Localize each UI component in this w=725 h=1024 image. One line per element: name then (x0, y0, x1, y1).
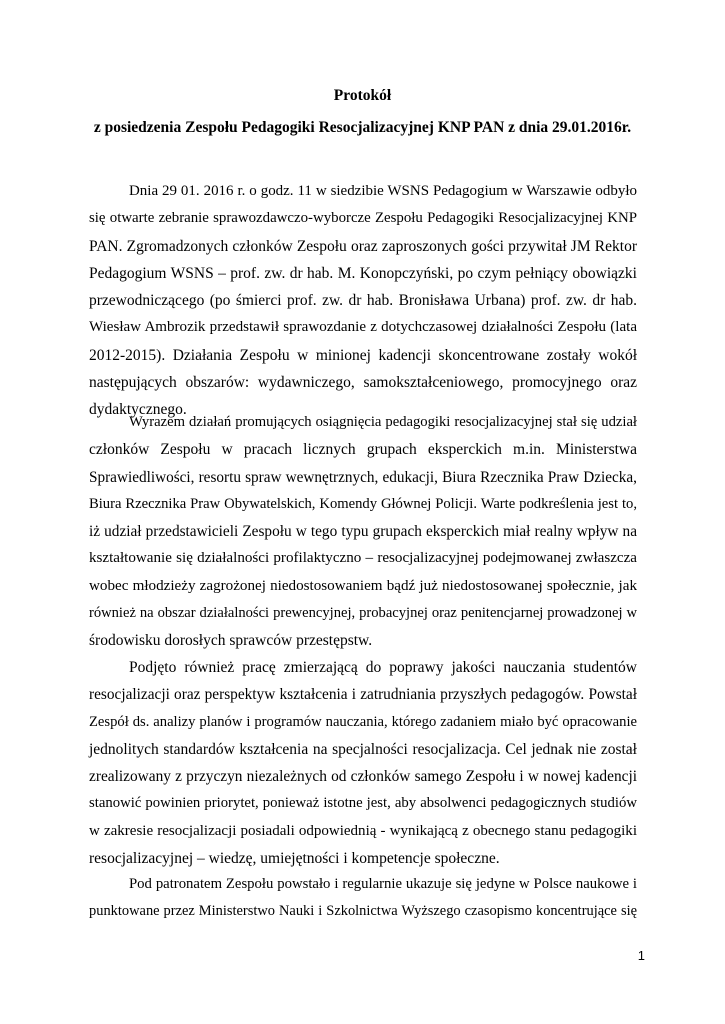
paragraph-2 (0, 409, 725, 655)
paragraph-line: członków Zespołu w pracach licznych grupach eksperckich m.in. Ministerstwa (89, 441, 637, 459)
page-number: 1 (637, 948, 645, 963)
paragraph-line: Pod patronatem Zespołu powstało i regularnie ukazuje się jedyne w Polsce naukowe i (129, 876, 637, 892)
paragraph-line: jednolitych standardów kształcenia na specjalności resocjalizacja. Cel jednak nie został (89, 740, 637, 758)
paragraph-line: wobec młodzieży zagrożonej niedostosowaniem bądź już niedostosowanej społecznie, jak (89, 577, 637, 594)
paragraph-line: stanowić powinien priorytet, ponieważ istotne jest, aby absolwenci pedagogicznych studiów (89, 795, 637, 812)
paragraph-3 (0, 654, 725, 872)
document-title: Protokół (333, 87, 392, 104)
paragraph-line: resocjalizacji oraz perspektyw kształcenia i zatrudniania przyszłych pedagogów. Powstał (89, 686, 637, 704)
paragraph-line: również na obszar działalności prewencyjnej, probacyjnej oraz penitencjarnej prowadzonej w (89, 605, 637, 622)
paragraph-line: punktowane przez Ministerstwo Nauki i Szkolnictwa Wyższego czasopismo koncentrujące się (89, 903, 637, 920)
paragraph-line: następujących obszarów: wydawniczego, samokształceniowego, promocyjnego oraz (89, 374, 637, 392)
paragraph-line: dydaktycznego. (89, 401, 187, 419)
paragraph-line: Biura Rzecznika Praw Obywatelskich, Komendy Głównej Policji. Warte podkreślenia jest to, (89, 495, 637, 512)
paragraph-line: się otwarte zebranie sprawozdawczo-wyborcze Zespołu Pedagogiki Resocjalizacyjnej KNP (89, 210, 637, 227)
document-subtitle: z posiedzenia Zespołu Pedagogiki Resocjalizacyjnej KNP PAN z dnia 29.01.2016r. (93, 119, 632, 136)
paragraph-line: kształtowanie się działalności profilaktyczno – resocjalizacyjnej podejmowanej zwłaszcza (89, 550, 637, 567)
paragraph-line: zrealizowany z przyczyn niezależnych od członków samego Zespołu i w nowej kadencji (89, 768, 637, 786)
paragraph-line: Pedagogium WSNS – prof. zw. dr hab. M. Konopczyński, po czym pełniący obowiązki (89, 264, 637, 282)
paragraph-line: przewodniczącego (po śmierci prof. zw. dr hab. Bronisława Urbana) prof. zw. dr hab. (89, 292, 637, 310)
paragraph-line: Sprawiedliwości, resortu spraw wewnętrznych, edukacji, Biura Rzecznika Praw Dziecka, (89, 468, 637, 486)
paragraph-line: iż udział przedstawicieli Zespołu w tego typu grupach eksperckich miał realny wpływ na (89, 523, 637, 541)
paragraph-1 (0, 178, 725, 424)
paragraph-line: resocjalizacyjnej – wiedzę, umiejętności i kompetencje społeczne. (89, 850, 500, 868)
paragraph-line: w zakresie resocjalizacji posiadali odpowiednią - wynikającą z obecnego stanu pedagogiki (89, 822, 637, 839)
paragraph-line: środowisku dorosłych sprawców przestępstw. (89, 632, 373, 650)
paragraph-line: PAN. Zgromadzonych członków Zespołu oraz zaproszonych gości przywitał JM Rektor (89, 237, 637, 255)
paragraph-4 (0, 871, 725, 926)
paragraph-line: 2012-2015). Działania Zespołu w minionej kadencji skoncentrowane zostały wokół (89, 346, 637, 364)
paragraph-line: Wiesław Ambrozik przedstawił sprawozdanie z dotychczasowej działalności Zespołu (lata (89, 319, 637, 336)
paragraph-line: Dnia 29 01. 2016 r. o godz. 11 w siedzibie WSNS Pedagogium w Warszawie odbyło (129, 183, 637, 199)
paragraph-line: Wyrazem działań promujących osiągnięcia pedagogiki resocjalizacyjnej stał się udział (129, 414, 637, 430)
paragraph-line: Zespół ds. analizy planów i programów nauczania, którego zadaniem miało być opracowanie (89, 713, 637, 730)
paragraph-line: Podjęto również pracę zmierzającą do poprawy jakości nauczania studentów (129, 659, 637, 676)
